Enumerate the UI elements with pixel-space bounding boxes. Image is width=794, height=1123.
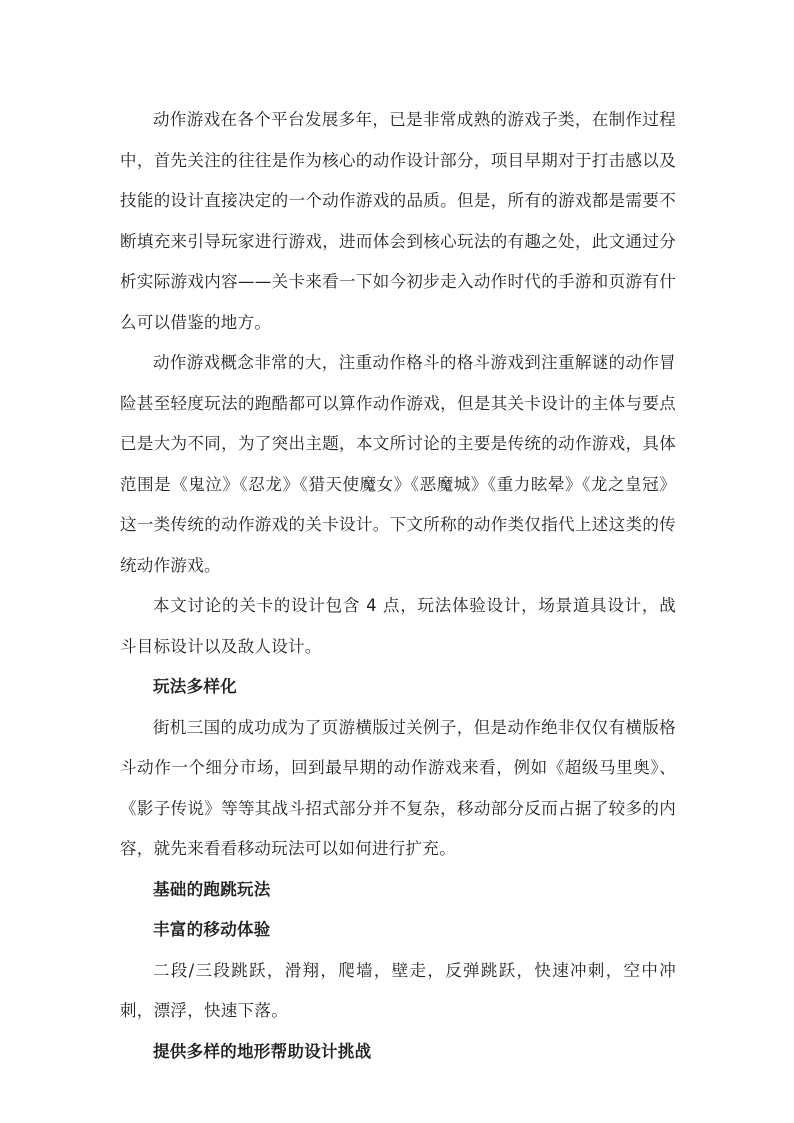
heading-rich-movement: 丰富的移动体验 — [153, 920, 271, 939]
heading-gameplay-variety: 玩法多样化 — [153, 677, 237, 696]
paragraph-intro: 动作游戏在各个平台发展多年，已是非常成熟的游戏子类，在制作过程中，首先关注的往往是作为核心的动作设计部分，项目早期对于打击感以及技能的设计直接决定的一个动作游戏的品质。但是，所有的游戏都是需要不断填充来引导玩家进行游戏，进而体会到核心玩法的有趣之处，此文通过分析实际游戏内容——关卡来看一下如今初步走入动作时代的手游和页游有什么可以借鉴的地方。 — [120, 110, 676, 332]
paragraph-overview: 本文讨论的关卡的设计包含 4 点，玩法体验设计，场景道具设计，战斗目标设计以及敌人设计。 — [120, 596, 676, 656]
heading-terrain-challenges: 提供多样的地形帮助设计挑战 — [153, 1041, 372, 1061]
document-page — [120, 100, 676, 1072]
heading-basic-run-jump: 基础的跑跳玩法 — [153, 879, 271, 899]
paragraph-gameplay-variety: 街机三国的成功成为了页游横版过关例子，但是动作绝非仅仅有横版格斗动作一个细分市场，回到最早期的动作游戏来看，例如《超级马里奥》、《影子传说》等等其战斗招式部分并不复杂，移动部分反而占据了较多的内容，就先来看看移动玩法可以如何进行扩充。 — [120, 717, 676, 858]
paragraph-scope: 动作游戏概念非常的大，注重动作格斗的格斗游戏到注重解谜的动作冒险甚至轻度玩法的跑酷都可以算作动作游戏，但是其关卡设计的主体与要点已是大为不同，为了突出主题，本文所讨论的主要是传统的动作游戏，具体范围是《鬼泣》《忍龙》《猎天使魔女》《恶魔城》《重力眩晕》《龙之皇冠》这一类传统的动作游戏的关卡设计。下文所称的动作类仅指代上述这类的传统动作游戏。 — [120, 353, 676, 575]
paragraph-movement-list: 二段/三段跳跃，滑翔，爬墙，壁走，反弹跳跃，快速冲刺，空中冲刺，漂浮，快速下落。 — [120, 960, 676, 1020]
